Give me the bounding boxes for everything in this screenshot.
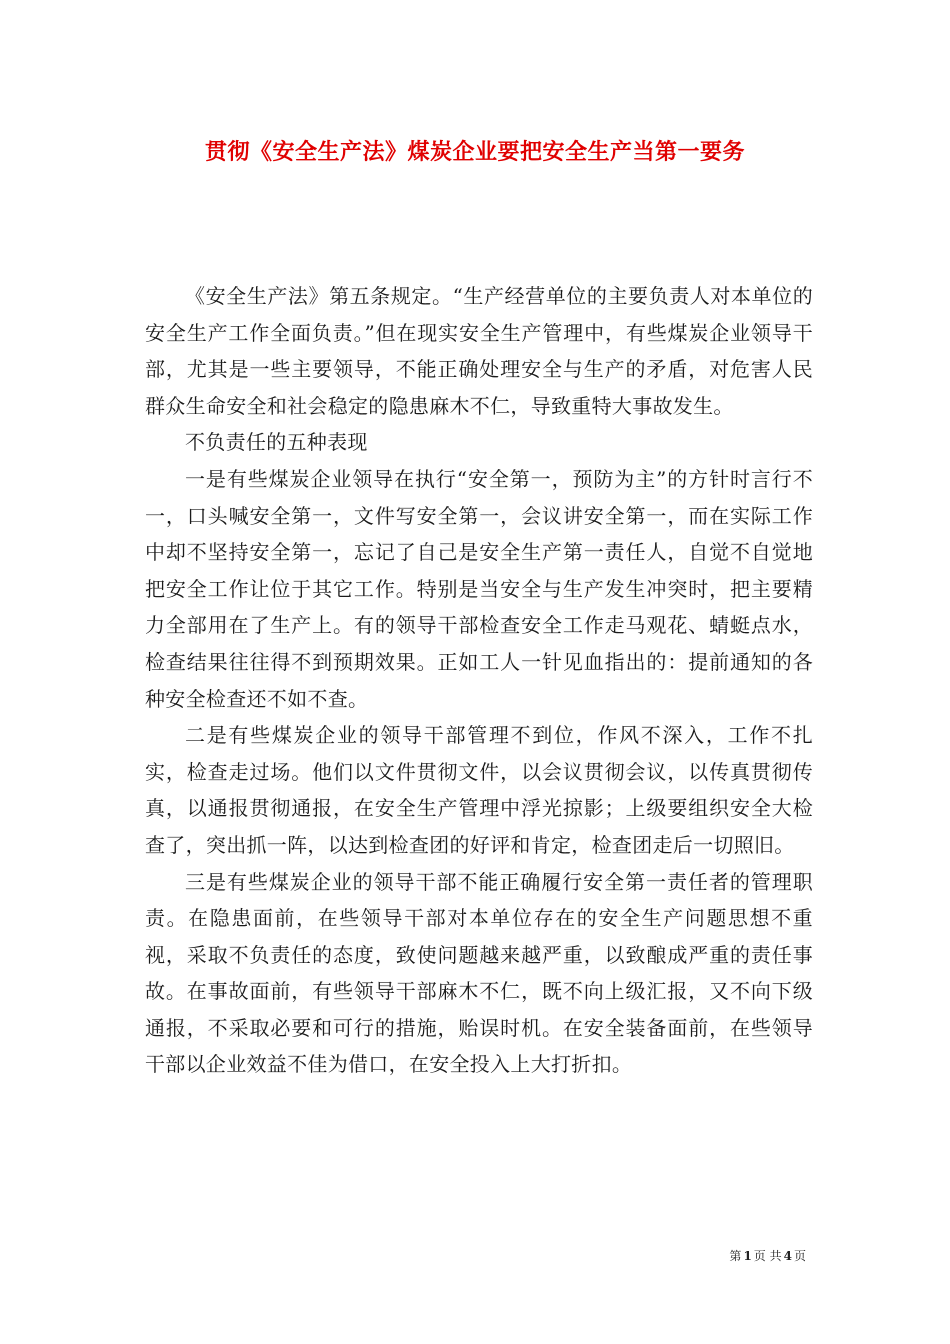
footer-middle: 页 共 (753, 1249, 782, 1263)
current-page-number: 1 (743, 1249, 752, 1263)
paragraph: 《安全生产法》第五条规定。“生产经营单位的主要负责人对本单位的安全生产工作全面负责。”但在现实安全生产管理中，有些煤炭企业领导干部，尤其是一些主要领导，不能正确处理安全与生产的矛盾，对危害人民群众生命安全和社会稳定的隐患麻木不仁，导致重特大事故发生。 (145, 284, 813, 418)
paragraph: 二是有些煤炭企业的领导干部管理不到位，作风不深入，工作不扎实，检查走过场。他们以文件贯彻文件，以会议贯彻会议，以传真贯彻传真，以通报贯彻通报，在安全生产管理中浮光掠影；上级要组织安全大检查了，突出抓一阵，以达到检查团的好评和肯定，检查团走后一切照旧。 (145, 723, 813, 857)
page-footer (0, 1247, 806, 1264)
footer-prefix: 第 (729, 1249, 742, 1263)
document-body (145, 278, 813, 1083)
total-pages-number: 4 (783, 1249, 792, 1263)
document-title: 贯彻《安全生产法》煤炭企业要把安全生产当第一要务 (204, 140, 745, 165)
section-heading: 不负责任的五种表现 (185, 430, 368, 455)
paragraph: 三是有些煤炭企业的领导干部不能正确履行安全第一责任者的管理职责。在隐患面前，在些领导干部对本单位存在的安全生产问题思想不重视，采取不负责任的态度，致使问题越来越严重，以致酿成严重的责任事故。在事故面前，有些领导干部麻木不仁，既不向上级汇报，又不向下级通报，不采取必要和可行的措施，贻误时机。在安全装备面前，在些领导干部以企业效益不佳为借口，在安全投入上大打折扣。 (145, 869, 813, 1077)
footer-suffix: 页 (793, 1249, 806, 1263)
paragraph: 一是有些煤炭企业领导在执行“安全第一，预防为主”的方针时言行不一，口头喊安全第一，文件写安全第一，会议讲安全第一，而在实际工作中却不坚持安全第一，忘记了自己是安全生产第一责任人，自觉不自觉地把安全工作让位于其它工作。特别是当安全与生产发生冲突时，把主要精力全部用在了生产上。有的领导干部检查安全工作走马观花、蜻蜓点水，检查结果往往得不到预期效果。正如工人一针见血指出的：提前通知的各种安全检查还不如不查。 (145, 466, 813, 711)
